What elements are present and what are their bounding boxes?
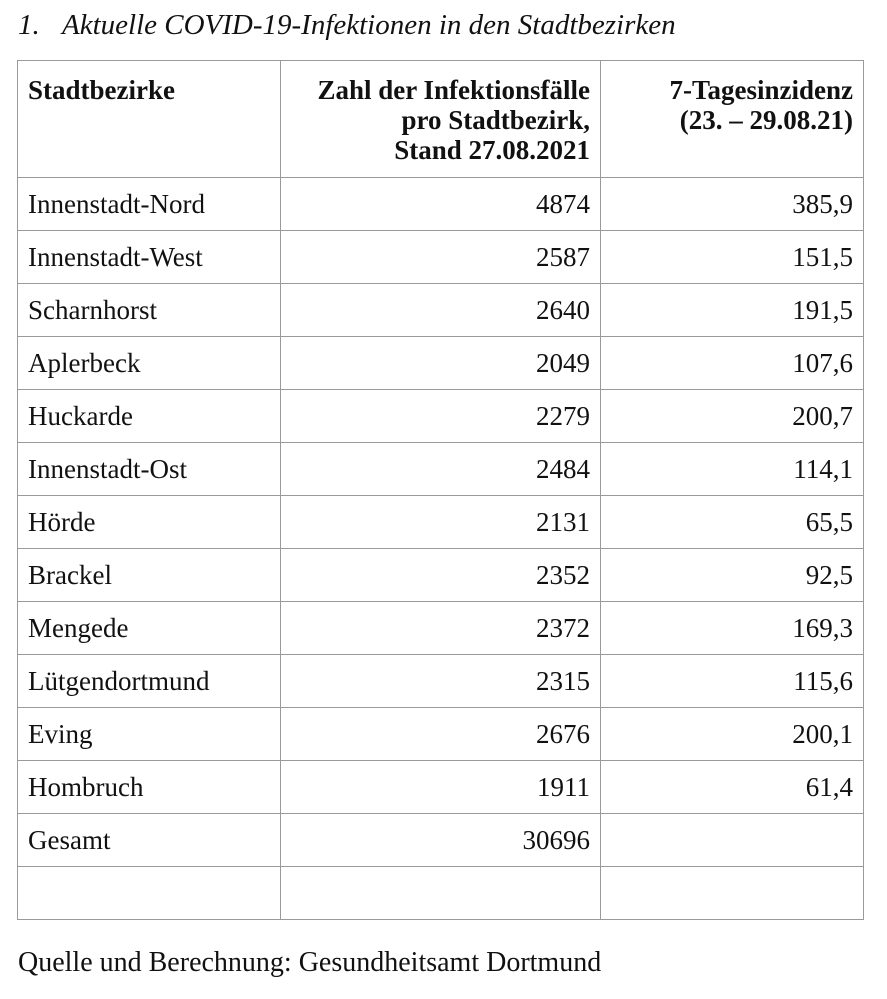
- cases-cell: [281, 867, 601, 920]
- incidence-cell: 114,1: [601, 443, 864, 496]
- cases-cell: 2131: [281, 496, 601, 549]
- cases-cell: 2484: [281, 443, 601, 496]
- incidence-cell: 191,5: [601, 284, 864, 337]
- incidence-cell: 385,9: [601, 178, 864, 231]
- table-row-total: [18, 814, 864, 867]
- header-incidence: 7-Tagesinzidenz (23. – 29.08.21): [601, 61, 864, 178]
- cases-cell: 2640: [281, 284, 601, 337]
- district-cell: Brackel: [18, 549, 281, 602]
- district-cell: Innenstadt-West: [18, 231, 281, 284]
- cases-cell: 2315: [281, 655, 601, 708]
- district-cell: Innenstadt-Ost: [18, 443, 281, 496]
- table-row: [18, 178, 864, 231]
- source-note: Quelle und Berechnung: Gesundheitsamt Dortmund: [18, 947, 602, 978]
- cases-cell: 2587: [281, 231, 601, 284]
- incidence-cell: 151,5: [601, 231, 864, 284]
- section-number: 1.: [18, 9, 40, 41]
- district-cell: Gesamt: [18, 814, 281, 867]
- district-cell: Scharnhorst: [18, 284, 281, 337]
- district-cell: Innenstadt-Nord: [18, 178, 281, 231]
- table-row: [18, 284, 864, 337]
- district-cell: Hombruch: [18, 761, 281, 814]
- cases-cell: 2352: [281, 549, 601, 602]
- table-row: [18, 496, 864, 549]
- district-cell: Eving: [18, 708, 281, 761]
- section-title: [18, 8, 676, 42]
- district-cell: Aplerbeck: [18, 337, 281, 390]
- incidence-cell: 115,6: [601, 655, 864, 708]
- cases-cell: 1911: [281, 761, 601, 814]
- table-row: [18, 602, 864, 655]
- incidence-cell: 200,7: [601, 390, 864, 443]
- incidence-cell: [601, 814, 864, 867]
- cases-cell: 2676: [281, 708, 601, 761]
- table-header-row: [18, 61, 864, 178]
- table-row: [18, 708, 864, 761]
- cases-cell: 2372: [281, 602, 601, 655]
- table-row: [18, 443, 864, 496]
- cases-cell: 2049: [281, 337, 601, 390]
- table-row: [18, 549, 864, 602]
- table-row: [18, 390, 864, 443]
- incidence-cell: 107,6: [601, 337, 864, 390]
- cases-cell: 4874: [281, 178, 601, 231]
- section-heading-text: Aktuelle COVID-19-Infektionen in den Stadtbezirken: [62, 9, 676, 41]
- incidence-cell: 92,5: [601, 549, 864, 602]
- incidence-cell: 200,1: [601, 708, 864, 761]
- district-cell: Lütgendortmund: [18, 655, 281, 708]
- incidence-cell: 61,4: [601, 761, 864, 814]
- table-row: [18, 655, 864, 708]
- cases-cell: 2279: [281, 390, 601, 443]
- district-cell: Mengede: [18, 602, 281, 655]
- incidence-cell: 169,3: [601, 602, 864, 655]
- table-row: [18, 231, 864, 284]
- incidence-cell: 65,5: [601, 496, 864, 549]
- incidence-cell: [601, 867, 864, 920]
- table-row: [18, 337, 864, 390]
- cases-cell: 30696: [281, 814, 601, 867]
- district-cell: Hörde: [18, 496, 281, 549]
- district-cell: [18, 867, 281, 920]
- covid-district-table: [17, 60, 864, 920]
- header-cases: Zahl der Infektionsfälle pro Stadtbezirk, Stand 27.08.2021: [281, 61, 601, 178]
- table-row: [18, 761, 864, 814]
- district-cell: Huckarde: [18, 390, 281, 443]
- header-district: Stadtbezirke: [18, 61, 281, 178]
- table-row-empty: [18, 867, 864, 920]
